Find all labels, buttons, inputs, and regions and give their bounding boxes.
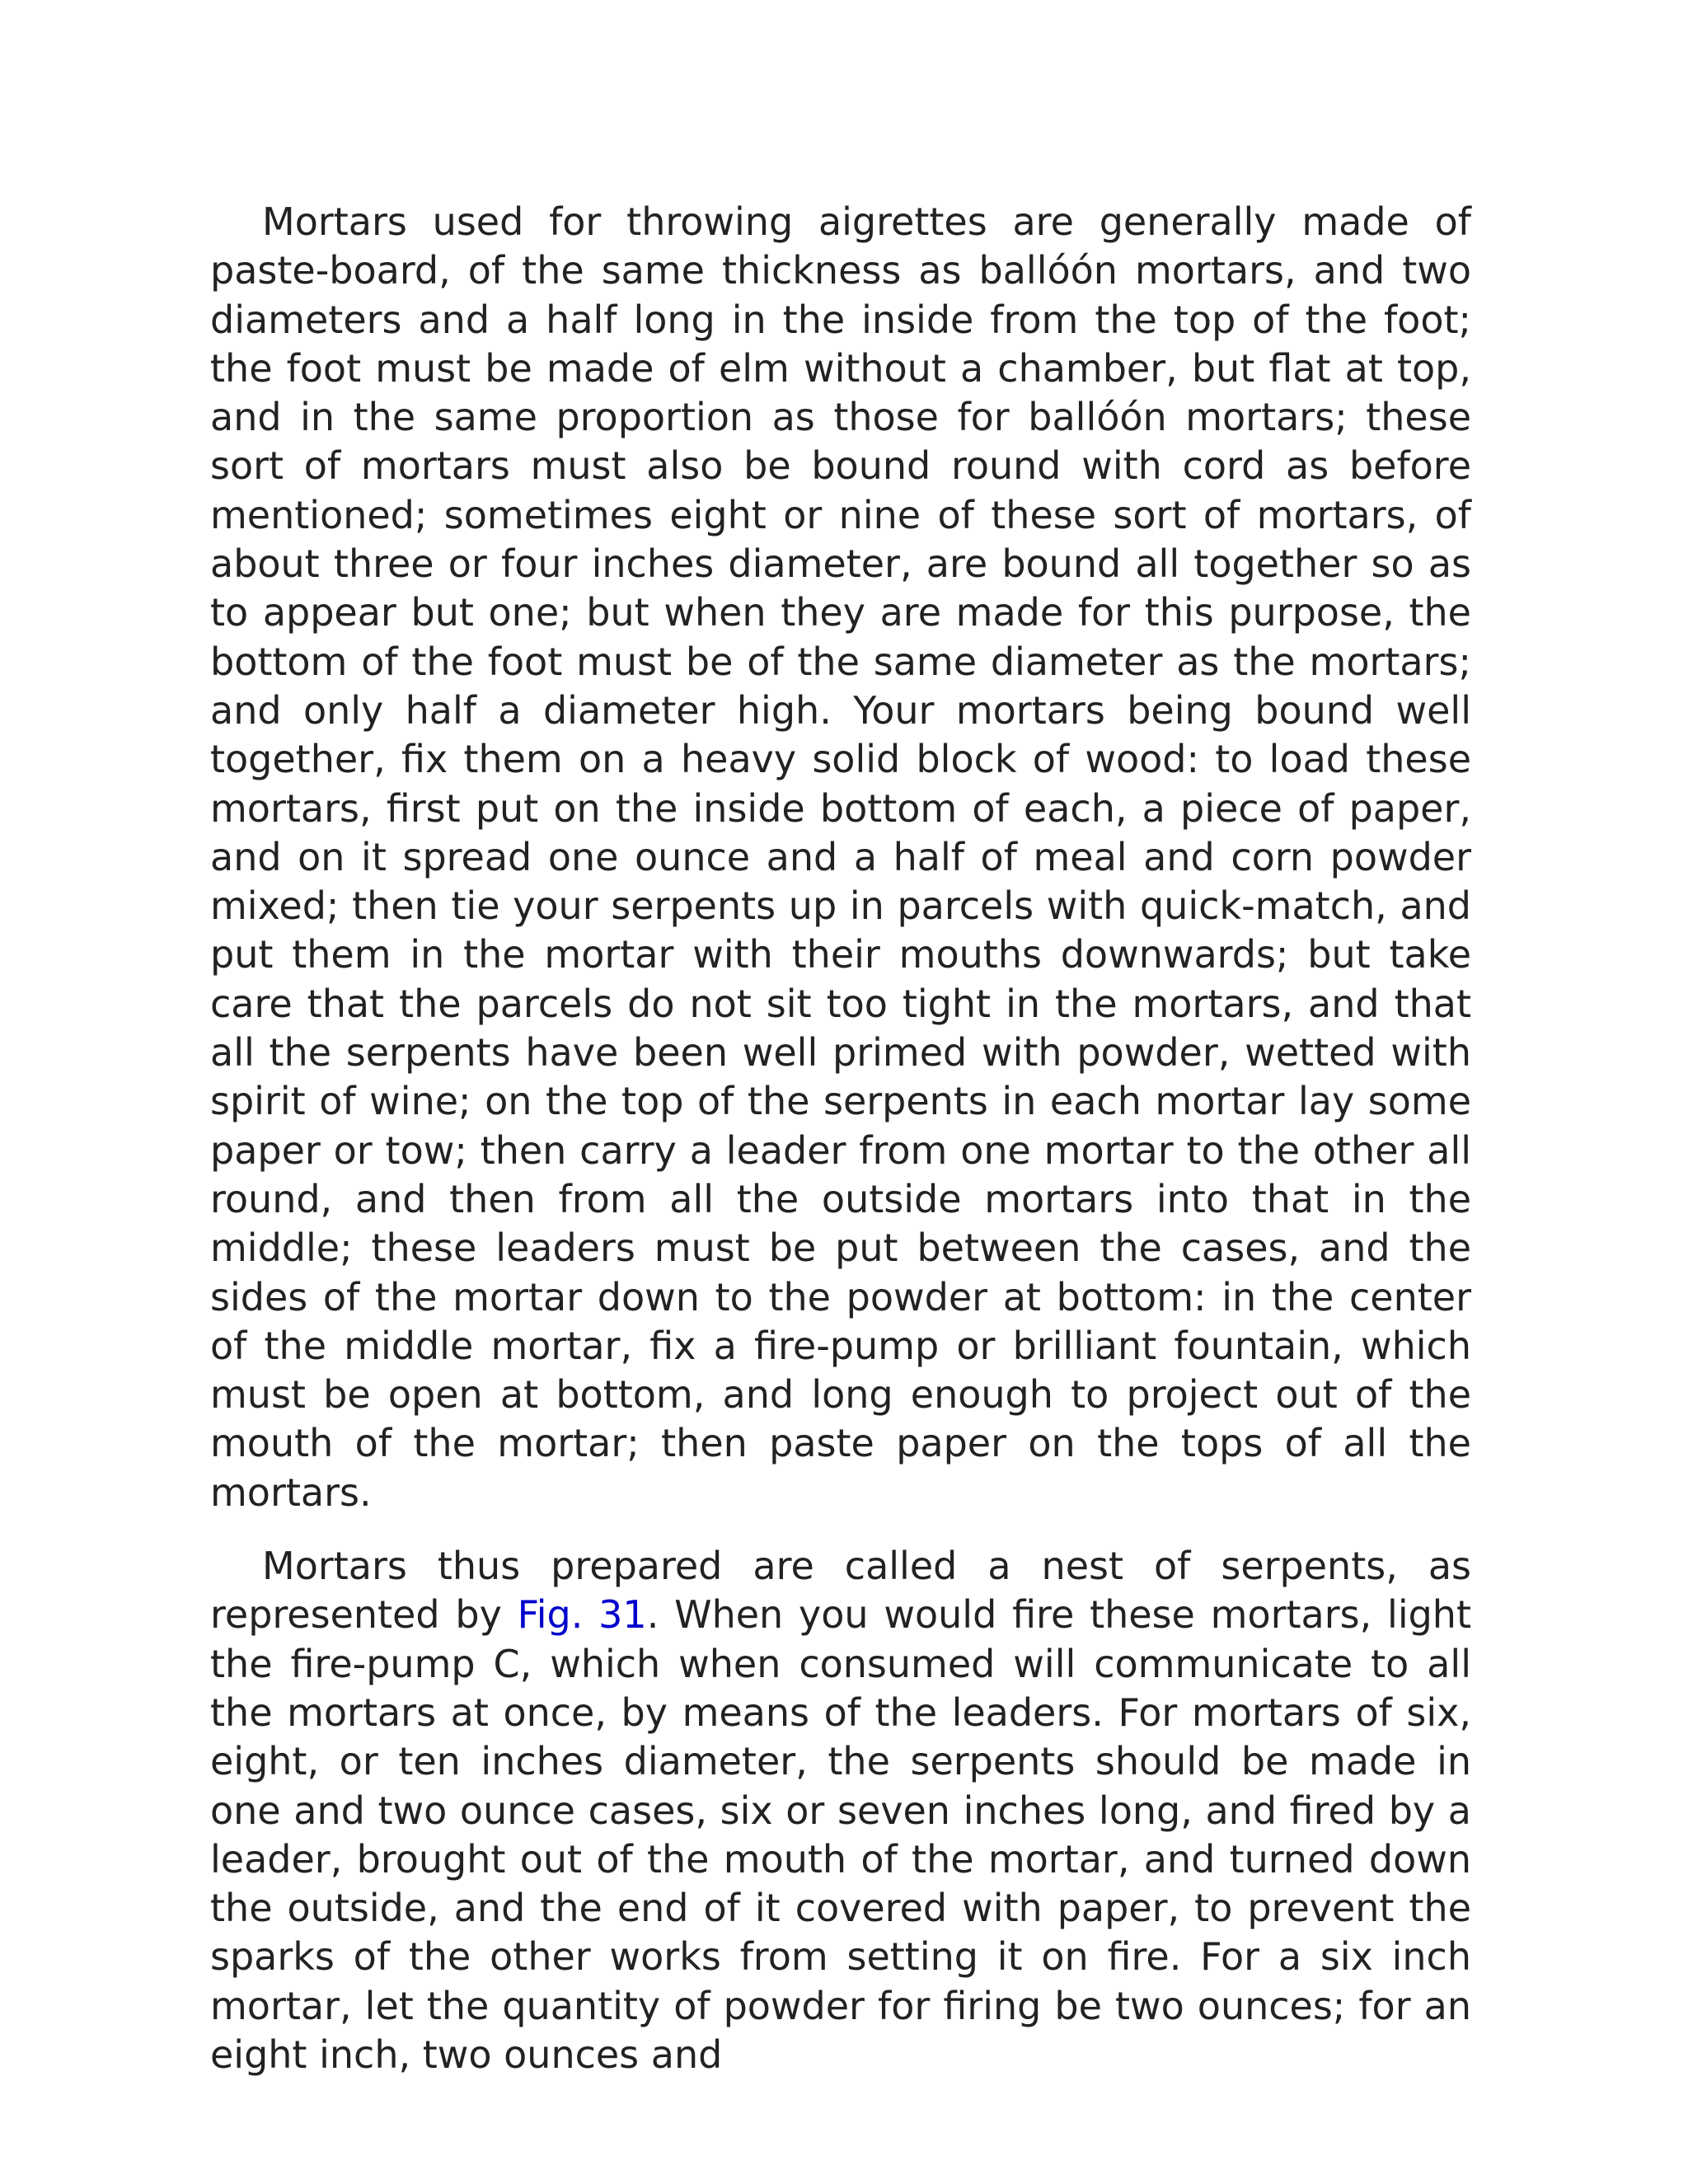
paragraph-text-start: Mortars thus prepared are called a nest of serpents, as represented by [210, 1544, 1471, 1638]
paragraph-nest-of-serpents [210, 1542, 1471, 2079]
paragraph-text-end: . When you would fire these mortars, light the fire-pump C, which when consumed will communicate to all the mortars at once, by means of the leaders. For mortars of six, eight, or ten inches diameter, the serpents should be made in one and two ounce cases, six or seven inches long, and fired by a leader, brought out of the mouth of the mortar, and turned down the outside, and the end of it covered with paper, to prevent the sparks of the other works from setting it on fire. For a six inch mortar, let the quantity of powder for firing be two ounces; for an eight inch, two ounces and [210, 1592, 1471, 2077]
paragraph-aigrette-mortars: Mortars used for throwing aigrettes are generally made of paste-board, of the same thickness as ballóón mortars, and two diameters and a half long in the inside from the top of the foot; the foot must be made of elm without a chamber, but flat at top, and in the same proportion as those for ballóón mortars; these sort of mortars must also be bound round with cord as before mentioned; sometimes eight or nine of these sort of mortars, of about three or four inches diameter, are bound all together so as to appear but one; but when they are made for this purpose, the bottom of the foot must be of the same diameter as the mortars; and only half a diameter high. Your mortars being bound well together, fix them on a heavy solid block of wood: to load these mortars, first put on the inside bottom of each, a piece of paper, and on it spread one ounce and a half of meal and corn powder mixed; then tie your serpents up in parcels with quick-match, and put them in the mortar with their mouths downwards; but take care that the parcels do not sit too tight in the mortars, and that all the serpents have been well primed with powder, wetted with spirit of wine; on the top of the serpents in each mortar lay some paper or tow; then carry a leader from one mortar to the other all round, and then from all the outside mortars into that in the middle; these leaders must be put between the cases, and the sides of the mortar down to the powder at bottom: in the center of the middle mortar, fix a fire-pump or brilliant fountain, which must be open at bottom, and long enough to project out of the mouth of the mortar; then paste paper on the tops of all the mortars. [210, 199, 1471, 1515]
document-page [210, 198, 1471, 2079]
figure-31-link[interactable]: Fig. 31 [517, 1592, 647, 1638]
